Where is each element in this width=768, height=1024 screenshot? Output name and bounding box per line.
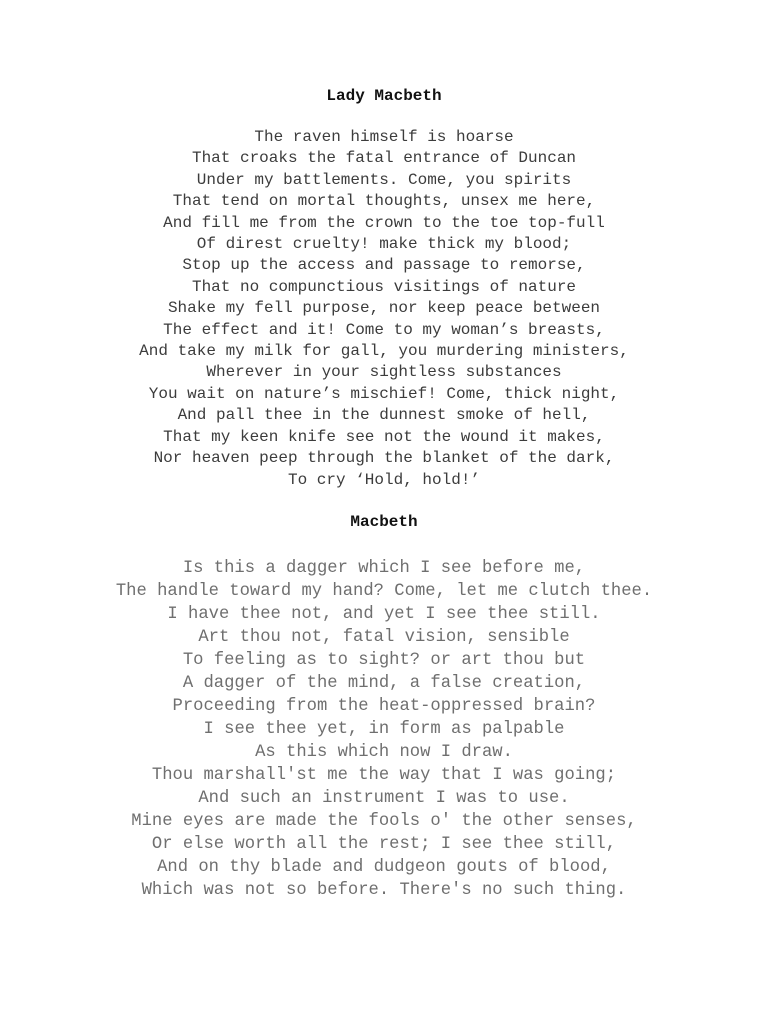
lady-macbeth-line: The effect and it! Come to my woman’s breasts, [163,320,605,339]
lady-macbeth-line: That no compunctious visitings of nature [191,277,577,296]
macbeth-line: And on thy blade and dudgeon gouts of blood, [157,858,611,877]
macbeth-line: Which was not so before. There's no such thing. [141,881,627,900]
section-title-macbeth: Macbeth [350,513,418,531]
lady-macbeth-line: The raven himself is hoarse [254,128,514,146]
macbeth-line: As this which now I draw. [255,743,513,762]
lady-macbeth-line: Of direst cruelty! make thick my blood; [196,235,572,254]
macbeth-line: To feeling as to sight? or art thou but [182,651,586,670]
macbeth-line: I have thee not, and yet I see thee still. [167,605,601,624]
section-title-lady-macbeth: Lady Macbeth [326,87,442,105]
lady-macbeth-line: That my keen knife see not the wound it makes, [163,427,605,446]
lady-macbeth-line: Wherever in your sightless substances [206,363,562,382]
lady-macbeth-line: And pall thee in the dunnest smoke of hell, [177,406,591,425]
lady-macbeth-line: And take my milk for gall, you murdering ministers, [139,342,629,361]
macbeth-line: Or else worth all the rest; I see thee still, [151,835,617,854]
macbeth-section [0,512,768,902]
verse-lady-macbeth [0,127,768,491]
lady-macbeth-line: To cry ‘Hold, hold!’ [287,470,481,489]
verse-macbeth [0,557,768,902]
macbeth-line: I see thee yet, in form as palpable [203,720,565,739]
lady-macbeth-section [0,86,768,491]
macbeth-line: Mine eyes are made the fools o' the other senses, [131,812,637,831]
lady-macbeth-line: Shake my fell purpose, nor keep peace between [167,299,601,318]
macbeth-line: Art thou not, fatal vision, sensible [198,628,570,647]
lady-macbeth-line: And fill me from the crown to the toe top-full [163,213,605,232]
lady-macbeth-line: Stop up the access and passage to remorse, [182,256,586,275]
lady-macbeth-line: That tend on mortal thoughts, unsex me here, [172,192,596,211]
lady-macbeth-line: That croaks the fatal entrance of Duncan [191,149,577,168]
macbeth-line: A dagger of the mind, a false creation, [182,674,586,693]
lady-macbeth-line: Under my battlements. Come, you spirits [196,170,572,189]
macbeth-line: And such an instrument I was to use. [198,789,570,808]
lady-macbeth-line: You wait on nature’s mischief! Come, thick night, [148,384,620,403]
macbeth-line: Proceeding from the heat-oppressed brain? [172,697,596,716]
lady-macbeth-line: Nor heaven peep through the blanket of the dark, [153,449,615,468]
macbeth-line: Thou marshall'st me the way that I was going; [151,766,617,785]
macbeth-line: Is this a dagger which I see before me, [182,559,586,578]
macbeth-line: The handle toward my hand? Come, let me clutch thee. [115,582,653,601]
